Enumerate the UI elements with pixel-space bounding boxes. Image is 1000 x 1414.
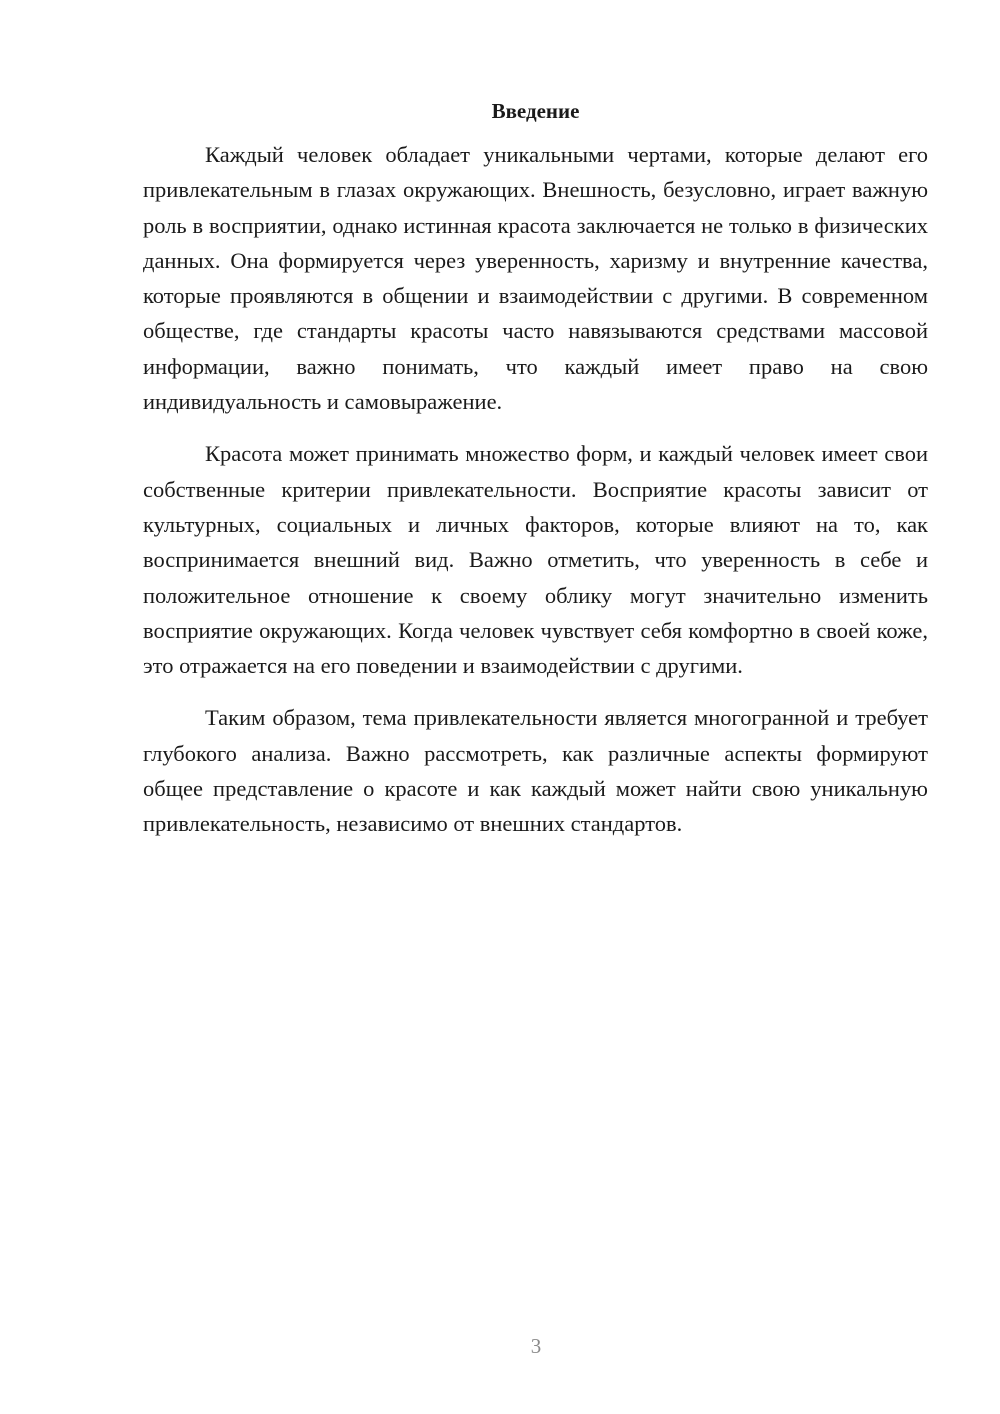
section-heading: Введение <box>491 99 580 123</box>
paragraph-1: Каждый человек обладает уникальными чертами, которые делают его привлекательным в глазах окружающих. Внешность, безусловно, играет важную роль в восприятии, однако истинная красота заключается не только в физических данных. Она формируется через уверенность, харизму и внутренние качества, которые проявляются в общении и взаимодействии с другими. В современном обществе, где стандарты красоты часто навязываются средствами массовой информации, важно понимать, что каждый имеет право на свою индивидуальность и самовыражение. <box>143 142 928 415</box>
paragraph-3: Таким образом, тема привлекательности является многогранной и требует глубокого анализа. Важно рассмотреть, как различные аспекты формируют общее представление о красоте и как каждый может найти свою уникальную привлекательность, независимо от внешних стандартов. <box>143 705 928 837</box>
paragraph-2: Красота может принимать множество форм, и каждый человек имеет свои собственные критерии привлекательности. Восприятие красоты зависит от культурных, социальных и личных факторов, которые влияют на то, как воспринимается внешний вид. Важно отметить, что уверенность в себе и положительное отношение к своему облику могут значительно изменить восприятие окружающих. Когда человек чувствует себя комфортно в своей коже, это отражается на его поведении и взаимодействии с другими. <box>143 441 928 679</box>
page-body <box>143 97 928 859</box>
page-number: 3 <box>530 1334 542 1358</box>
